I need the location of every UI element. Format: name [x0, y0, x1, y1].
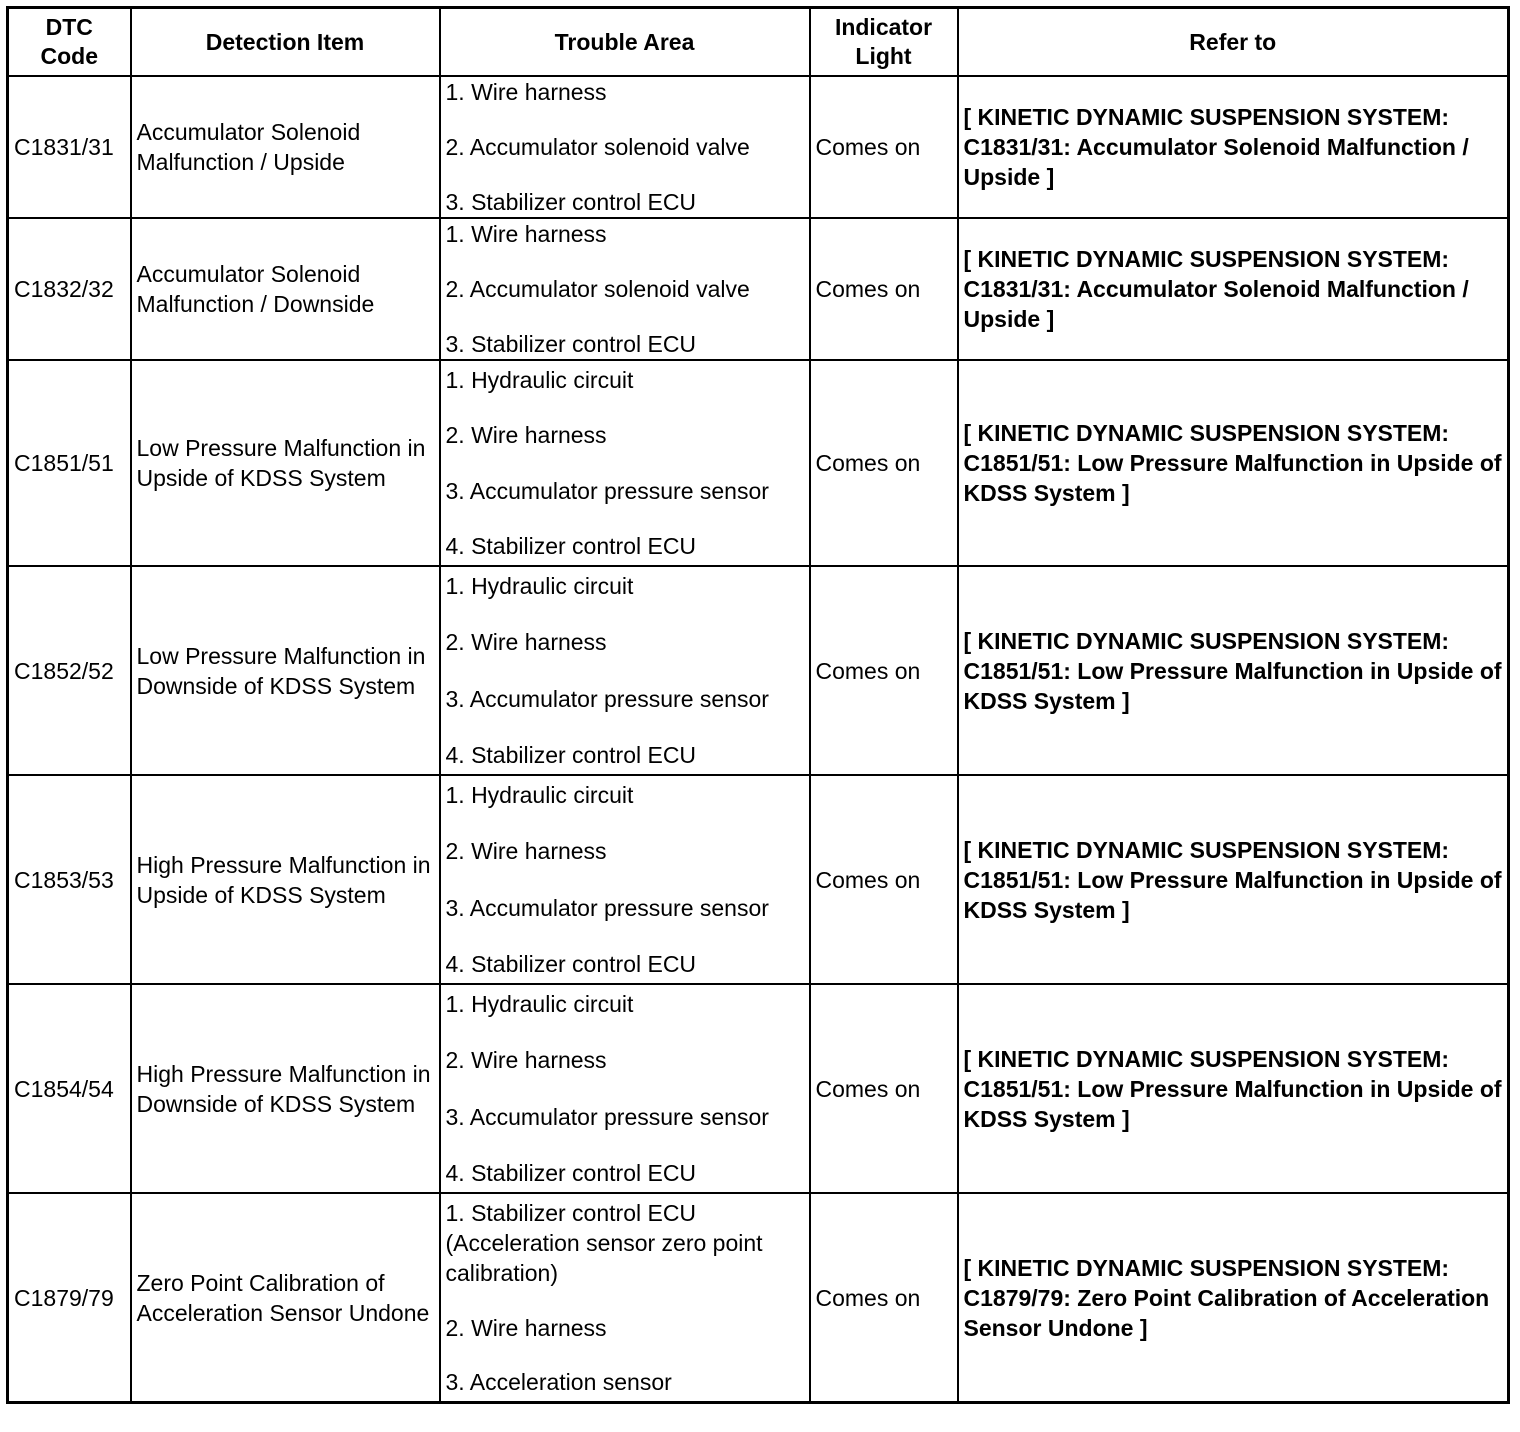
dtc-code-cell: C1853/53	[8, 775, 131, 984]
indicator-light-cell: Comes on	[810, 566, 958, 775]
trouble-area-cell	[440, 76, 810, 218]
trouble-area-item: 3. Acceleration sensor	[445, 1369, 672, 1395]
refer-to-link[interactable]: [ KINETIC DYNAMIC SUSPENSION SYSTEM: C1831/31: Accumulator Solenoid Malfunction / Upside ]	[958, 76, 1509, 218]
trouble-area-item: 2. Wire harness	[445, 1047, 607, 1074]
refer-to-link[interactable]: [ KINETIC DYNAMIC SUSPENSION SYSTEM: C1879/79: Zero Point Calibration of Acceleration Sensor Undone ]	[958, 1193, 1509, 1403]
trouble-area-cell	[440, 360, 810, 566]
table-row	[8, 218, 1509, 360]
trouble-area-item: 3. Accumulator pressure sensor	[445, 477, 769, 504]
indicator-light-cell: Comes on	[810, 360, 958, 566]
trouble-area-item: 4. Stabilizer control ECU	[445, 1159, 697, 1186]
trouble-area-item: 3. Stabilizer control ECU	[445, 189, 697, 215]
header-indicator-light-text	[0, 0, 1, 1]
trouble-area-item: 1. Hydraulic circuit	[445, 991, 634, 1017]
refer-to-link[interactable]: [ KINETIC DYNAMIC SUSPENSION SYSTEM: C1851/51: Low Pressure Malfunction in Upside of KDSS System ]	[958, 360, 1509, 566]
trouble-area-item: 2. Wire harness	[445, 422, 607, 449]
table-row	[8, 1193, 1509, 1403]
trouble-area-item: 1. Hydraulic circuit	[445, 573, 634, 599]
trouble-area-cell	[440, 218, 810, 360]
trouble-area-item: 3. Accumulator pressure sensor	[445, 1103, 769, 1130]
trouble-area-item: 1. Wire harness	[445, 221, 607, 247]
header-dtc-code-text	[0, 0, 1, 1]
detection-item-cell: Accumulator Solenoid Malfunction / Downside	[131, 218, 440, 360]
trouble-area-item: 1. Wire harness	[445, 79, 607, 105]
table-row	[8, 984, 1509, 1193]
detection-item-cell: Accumulator Solenoid Malfunction / Upside	[131, 76, 440, 218]
indicator-light-cell: Comes on	[810, 76, 958, 218]
header-row	[8, 8, 1509, 77]
dtc-code-cell: C1854/54	[8, 984, 131, 1193]
detection-item-cell: Low Pressure Malfunction in Downside of KDSS System	[131, 566, 440, 775]
trouble-area-item: 3. Accumulator pressure sensor	[445, 894, 769, 921]
dtc-code-cell: C1831/31	[8, 76, 131, 218]
trouble-area-item: 4. Stabilizer control ECU	[445, 532, 697, 559]
trouble-area-cell	[440, 1193, 810, 1403]
trouble-area-item: 3. Accumulator pressure sensor	[445, 685, 769, 712]
header-trouble-area: Trouble Area	[440, 8, 810, 77]
detection-item-cell: Zero Point Calibration of Acceleration Sensor Undone	[131, 1193, 440, 1403]
refer-to-link[interactable]: [ KINETIC DYNAMIC SUSPENSION SYSTEM: C1851/51: Low Pressure Malfunction in Upside of KDSS System ]	[958, 775, 1509, 984]
header-dtc-code: DTC Code	[8, 8, 131, 77]
trouble-area-item: 2. Wire harness	[445, 1314, 607, 1341]
header-refer-to: Refer to	[958, 8, 1509, 77]
indicator-light-cell: Comes on	[810, 984, 958, 1193]
indicator-light-cell: Comes on	[810, 218, 958, 360]
refer-to-link[interactable]: [ KINETIC DYNAMIC SUSPENSION SYSTEM: C1851/51: Low Pressure Malfunction in Upside of KDSS System ]	[958, 984, 1509, 1193]
dtc-code-cell: C1879/79	[8, 1193, 131, 1403]
indicator-light-cell: Comes on	[810, 775, 958, 984]
table-row	[8, 566, 1509, 775]
dtc-table	[6, 6, 1510, 1404]
trouble-area-item: 4. Stabilizer control ECU	[445, 741, 697, 768]
trouble-area-item: 2. Wire harness	[445, 629, 607, 656]
trouble-area-item: 1. Hydraulic circuit	[445, 782, 634, 808]
dtc-code-cell: C1832/32	[8, 218, 131, 360]
indicator-light-cell: Comes on	[810, 1193, 958, 1403]
trouble-area-item: 2. Accumulator solenoid valve	[445, 276, 750, 302]
trouble-area-item: 3. Stabilizer control ECU	[445, 331, 697, 357]
trouble-area-item: 1. Stabilizer control ECU (Acceleration sensor zero point calibration)	[445, 1200, 763, 1286]
trouble-area-item: 4. Stabilizer control ECU	[445, 950, 697, 977]
detection-item-cell: High Pressure Malfunction in Upside of KDSS System	[131, 775, 440, 984]
trouble-area-item: 1. Hydraulic circuit	[445, 367, 634, 393]
header-indicator-light: Indicator Light	[810, 8, 958, 77]
table-row	[8, 360, 1509, 566]
header-detection-item: Detection Item	[131, 8, 440, 77]
table-row	[8, 775, 1509, 984]
trouble-area-cell	[440, 566, 810, 775]
trouble-area-cell	[440, 775, 810, 984]
refer-to-link[interactable]: [ KINETIC DYNAMIC SUSPENSION SYSTEM: C1831/31: Accumulator Solenoid Malfunction / Upside ]	[958, 218, 1509, 360]
trouble-area-item: 2. Accumulator solenoid valve	[445, 134, 750, 160]
refer-to-link[interactable]: [ KINETIC DYNAMIC SUSPENSION SYSTEM: C1851/51: Low Pressure Malfunction in Upside of KDSS System ]	[958, 566, 1509, 775]
trouble-area-item: 2. Wire harness	[445, 838, 607, 865]
detection-item-cell: High Pressure Malfunction in Downside of KDSS System	[131, 984, 440, 1193]
table-row	[8, 76, 1509, 218]
trouble-area-cell	[440, 984, 810, 1193]
detection-item-cell: Low Pressure Malfunction in Upside of KDSS System	[131, 360, 440, 566]
dtc-code-cell: C1852/52	[8, 566, 131, 775]
dtc-code-cell: C1851/51	[8, 360, 131, 566]
